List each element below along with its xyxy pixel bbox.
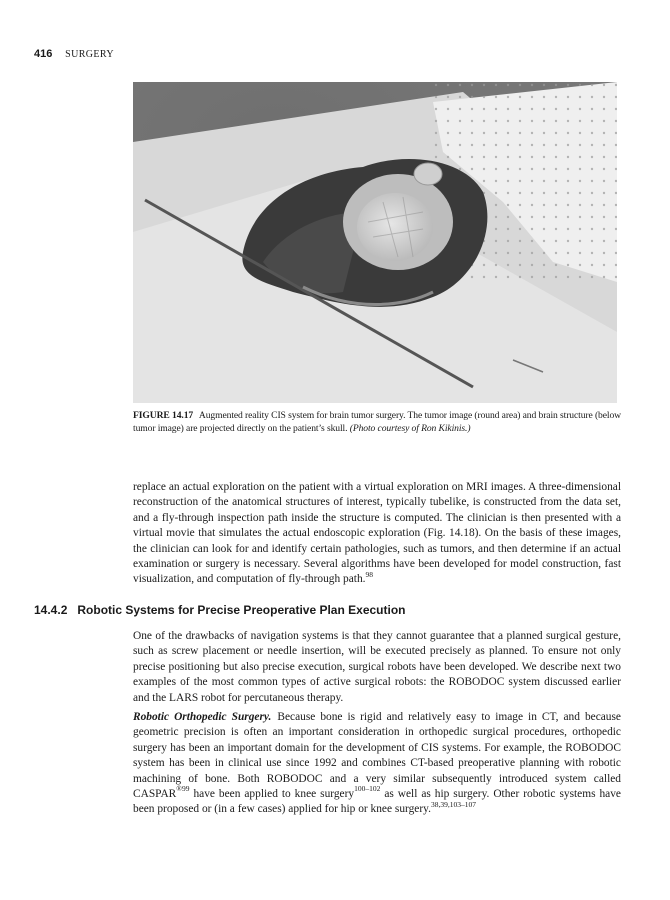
paragraph-3-text-a: Because bone is rigid and relatively easy to image in CT, and because geometric precision is often an important consideration in orthopedic surgical procedures, orthopedic surgery has been an important domain for the development of CIS systems. For example, the ROBODOC system has been in clinical use since 1992 and combines CT-based preoperative planning with robotic machining of bone. Both ROBODOC and a very similar subsequently introduced system called CASPAR [133, 711, 621, 801]
reference-caspar: ®99 [176, 784, 190, 794]
page-number: 416 [34, 48, 53, 60]
reference-knee: 100–102 [354, 784, 381, 794]
reference-hip-knee: 38,39,103–107 [430, 799, 476, 809]
paragraph-3 [133, 710, 621, 818]
paragraph-3-text-b: have been applied to knee surgery [189, 788, 355, 801]
paragraph-2-text: One of the drawbacks of navigation systems is that they cannot guarantee that a planned surgical gesture, such as screw placement or needle insertion, will be executed precisely as planned. To ensure not only precise positioning but also precise execution, surgical robots have been developed. We describe next two examples of the most common types of active surgical robots: the ROBODOC system discussed earlier and the LARS robot for percutaneous therapy. [133, 630, 621, 704]
figure-label: FIGURE 14.17 [133, 410, 194, 421]
runin-heading: Robotic Orthopedic Surgery. [133, 711, 272, 723]
page-header [34, 48, 114, 60]
figure-photo [133, 82, 617, 403]
reference-98: 98 [365, 569, 374, 579]
section-heading [34, 603, 634, 617]
paragraph-1-text: replace an actual exploration on the patient with a virtual exploration on MRI images. A three-dimensional reconstruction of the anatomical structures of interest, typically tubelike, is constructed from the data set, and a fly-through inspection path inside the structure is computed. The clinician is then presented with a virtual movie that simulates the actual endoscopic exploration (Fig. 14.18). On the basis of these images, the clinician can look for and identify certain pathologies, such as tumors, and then determine if an actual examination or surgery is necessary. Several algorithms have been developed for model construction, fast visualization, and computation of fly-through path. [133, 481, 621, 586]
figure-caption-text: Augmented reality CIS system for brain tumor surgery. The tumor image (round area) and brain structure (below tumor image) are projected directly on the patient’s skull. [133, 410, 622, 434]
running-title: SURGERY [65, 49, 115, 60]
figure-credit: (Photo courtesy of Ron Kikinis.) [349, 423, 471, 434]
paragraph-2 [133, 629, 621, 706]
section-title: Robotic Systems for Precise Preoperative Plan Execution [77, 603, 406, 617]
paragraph-3-text-c: as well as hip surgery. Other robotic systems have been proposed or (in a few cases) applied for hip or knee surgery. [133, 788, 621, 816]
paragraph-1 [133, 480, 621, 588]
section-number: 14.4.2 [34, 603, 68, 617]
figure-caption [133, 409, 621, 435]
photo-illustration [133, 82, 617, 403]
